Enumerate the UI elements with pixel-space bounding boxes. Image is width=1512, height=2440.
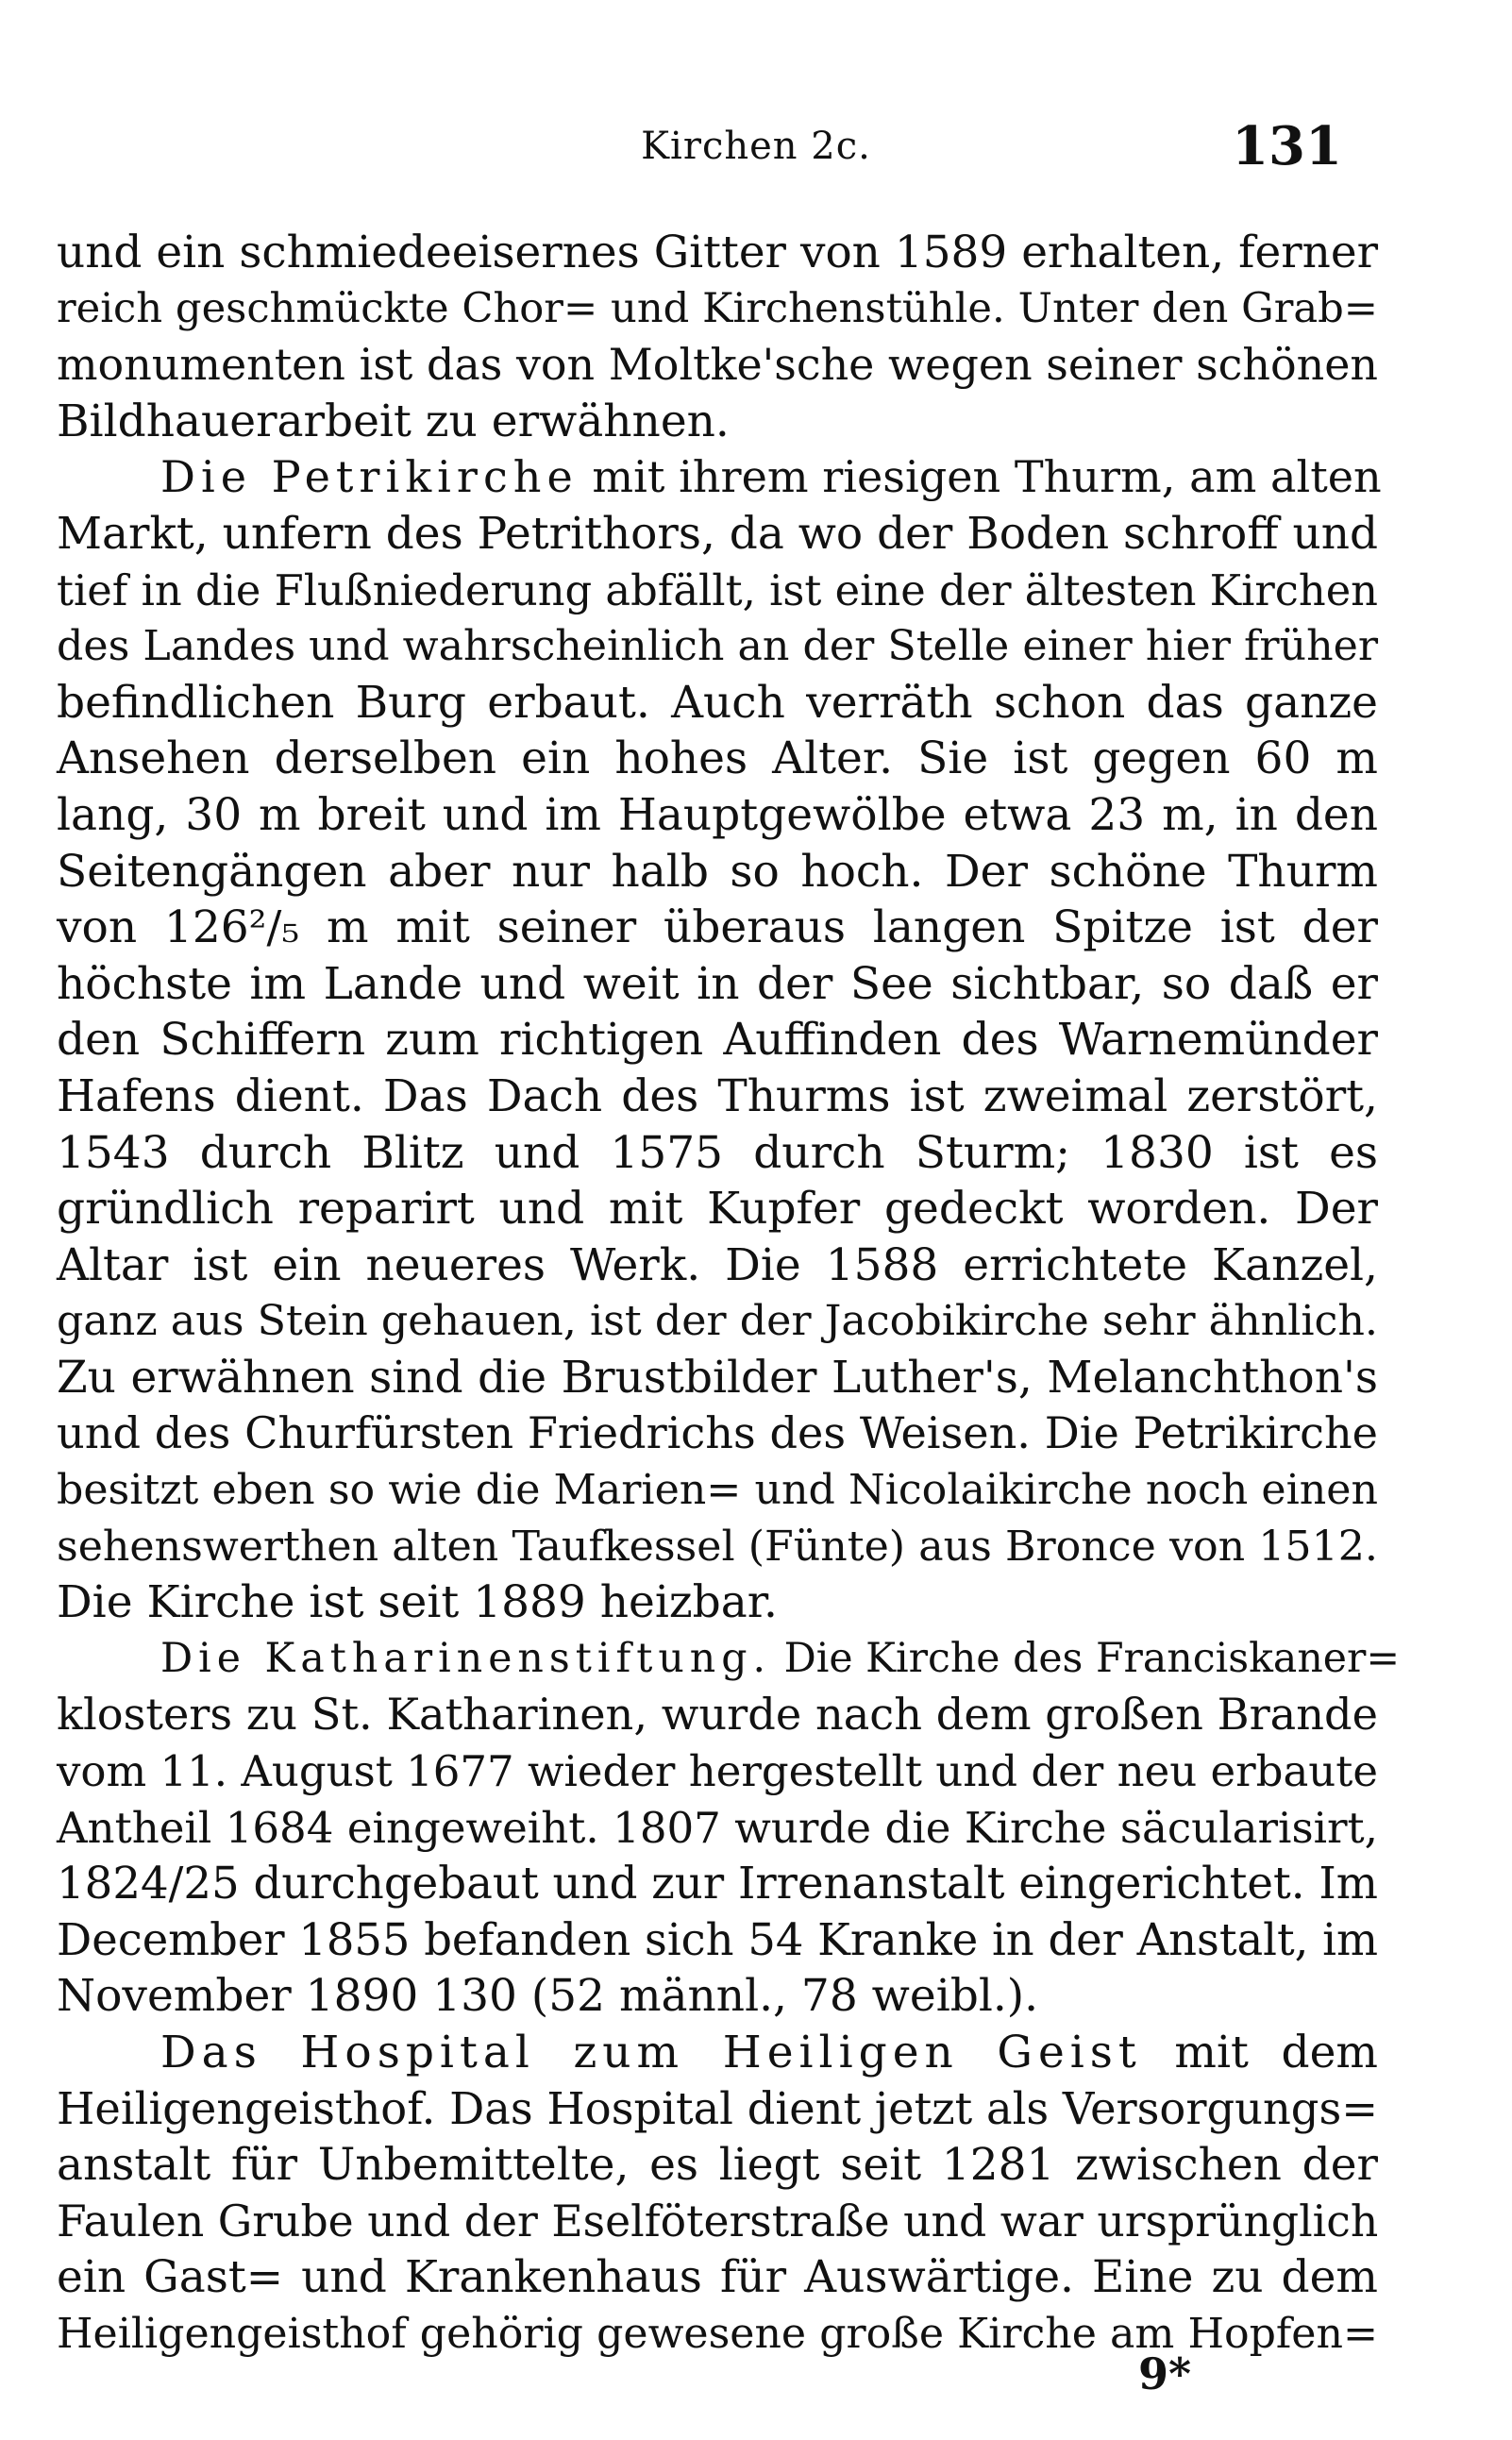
- text-line: monumenten ist das von Moltke'sche wegen seiner schönen: [57, 339, 1378, 391]
- text-line: des Landes und wahrscheinlich an der Stelle einer hier früher: [57, 622, 1378, 671]
- text-line: [57, 1631, 1401, 1688]
- text-line: ganz aus Stein gehauen, ist der der Jacobikirche sehr ähnlich.: [57, 1297, 1378, 1346]
- text-line: reich geschmückte Chor= und Kirchenstühle. Unter den Grab=: [57, 284, 1378, 332]
- text-line: Die Kirche ist seit 1889 heizbar.: [57, 1576, 778, 1629]
- text-line: [57, 449, 1382, 506]
- text-line: tief in die Flußniederung abfällt, ist eine der ältesten Kirchen: [57, 564, 1378, 615]
- text-line: lang, 30 m breit und im Hauptgewölbe etwa 23 m, in den: [57, 788, 1378, 841]
- paragraph-katharinenstiftung: [57, 1631, 1401, 2025]
- text-line: [57, 2025, 1378, 2081]
- text-line-rest: Die Kirche des Franciskaner=: [771, 1634, 1401, 1682]
- text-line: Bildhauerarbeit zu erwähnen.: [57, 395, 730, 447]
- paragraph-petrikirche: [57, 449, 1382, 1630]
- text-line: befindlichen Burg erbaut. Auch verräth schon das ganze: [57, 676, 1378, 729]
- running-head: [57, 111, 1455, 177]
- paragraph-lead: Die Katharinenstiftung.: [160, 1634, 772, 1682]
- text-line-rest: mit ihrem riesigen Thurm, am alten: [578, 451, 1382, 503]
- signature-mark: 9*: [1138, 2348, 1192, 2399]
- text-line: 1824/25 durchgebaut und zur Irrenanstalt eingerichtet. Im: [57, 1858, 1378, 1910]
- paragraph-1: [57, 225, 1378, 449]
- text-line: Markt, unfern des Petrithors, da wo der Boden schroff und: [57, 507, 1378, 560]
- text-line: Ansehen derselben ein hohes Alter. Sie ist gegen 60 m: [57, 732, 1378, 785]
- text-line: und des Churfürsten Friedrichs des Weisen. Die Petrikirche: [57, 1407, 1378, 1459]
- text-line: klosters zu St. Katharinen, wurde nach dem großen Brande: [57, 1689, 1378, 1741]
- text-line: Antheil 1684 eingeweiht. 1807 wurde die Kirche säcularisirt,: [57, 1802, 1378, 1853]
- text-line: Altar ist ein neueres Werk. Die 1588 errichtete Kanzel,: [57, 1238, 1378, 1291]
- text-line: den Schiffern zum richtigen Auffinden des Warnemünder: [57, 1014, 1378, 1067]
- paragraph-lead: Die Petrikirche: [160, 451, 579, 503]
- text-line: Faulen Grube und der Eselföterstraße und war ursprünglich: [57, 2196, 1379, 2246]
- text-line: November 1890 130 (52 männl., 78 weibl.).: [57, 1970, 1039, 2023]
- text-line: vom 11. August 1677 wieder hergestellt und der neu erbaute: [57, 1746, 1378, 1797]
- text-line: gründlich reparirt und mit Kupfer gedeckt worden. Der: [57, 1183, 1378, 1236]
- text-line: December 1855 befanden sich 54 Kranke in der Anstalt, im: [57, 1913, 1379, 1965]
- text-line: besitzt eben so wie die Marien= und Nicolaikirche noch einen: [57, 1466, 1378, 1515]
- text-line: ein Gast= und Krankenhaus für Auswärtige. Eine zu dem: [57, 2251, 1378, 2304]
- text-line: sehenswerthen alten Taufkessel (Fünte) aus Bronce von 1512.: [57, 1522, 1378, 1571]
- running-title: Kirchen 2c.: [641, 125, 871, 168]
- text-line: von 126²/₅ m mit seiner überaus langen Spitze ist der: [57, 901, 1378, 954]
- page-number: 131: [1232, 115, 1342, 177]
- paragraph-lead: Das Hospital zum Heiligen Geist: [160, 2027, 1142, 2078]
- text-line: Hafens dient. Das Dach des Thurms ist zweimal zerstört,: [57, 1069, 1378, 1122]
- text-line: Heiligengeisthof gehörig gewesene große Kirche am Hopfen=: [57, 2309, 1378, 2358]
- text-line: Seitengängen aber nur halb so hoch. Der schöne Thurm: [57, 845, 1378, 898]
- text-line: anstalt für Unbemittelte, es liegt seit 1281 zwischen der: [57, 2139, 1378, 2192]
- body-text: [57, 225, 1401, 2363]
- text-line-rest: mit dem: [1141, 2027, 1378, 2078]
- text-line: und ein schmiedeeisernes Gitter von 1589 erhalten, ferner: [57, 227, 1378, 278]
- text-line: höchste im Lande und weit in der See sichtbar, so daß er: [57, 957, 1378, 1010]
- paragraph-hospital: [57, 2025, 1378, 2363]
- text-line: 1543 durch Blitz und 1575 durch Sturm; 1830 ist es: [57, 1126, 1378, 1179]
- text-line: Heiligengeisthof. Das Hospital dient jetzt als Versorgungs=: [57, 2082, 1379, 2134]
- text-line: Zu erwähnen sind die Brustbilder Luther's, Melanchthon's: [57, 1351, 1378, 1404]
